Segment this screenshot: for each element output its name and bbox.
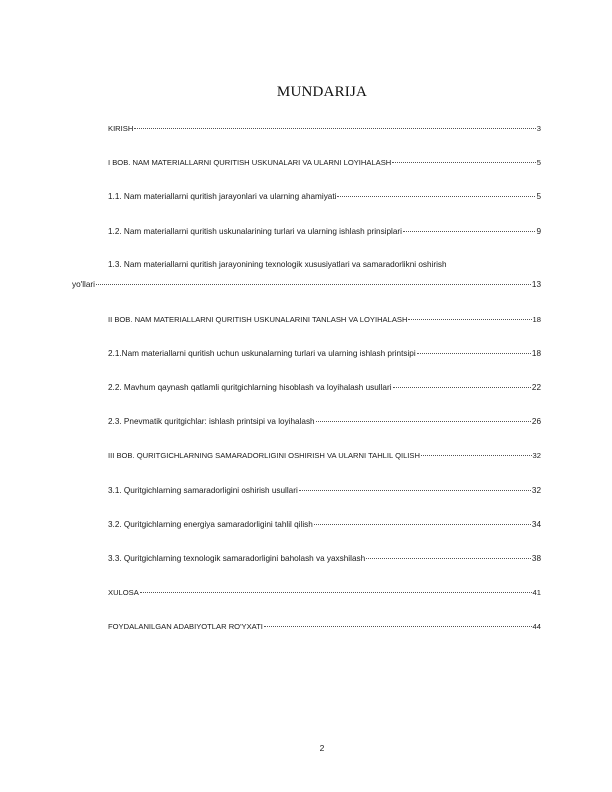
dot-leader — [417, 353, 531, 354]
toc-title: MUNDARIJA — [276, 84, 368, 100]
toc-entry-page: 5 — [536, 158, 541, 167]
dot-leader — [408, 319, 531, 320]
toc-entry-page: 38 — [531, 554, 541, 563]
dot-leader — [140, 592, 532, 593]
toc-entry-1-2[interactable] — [108, 227, 541, 236]
toc-entry-label: FOYDALANILGAN ADABIYOTLAR RO'YXATI — [108, 622, 263, 631]
toc-entry-label: 2.2. Mavhum qaynash qatlamli quritgichlarning hisoblash va loyihalash usullari — [108, 383, 392, 392]
toc-entry-2-2[interactable] — [108, 383, 541, 392]
dot-leader — [96, 284, 531, 285]
toc-entry-page: 18 — [531, 349, 541, 358]
toc-entry-chapter-1[interactable] — [108, 158, 541, 167]
toc-entry-label: yo'llari — [72, 280, 95, 289]
toc-entry-page: 5 — [536, 192, 541, 201]
dot-leader — [421, 455, 532, 456]
toc-entry-page: 18 — [532, 315, 541, 324]
toc-entry-label: II BOB. NAM MATERIALLARNI QURITISH USKUNALARINI TANLASH VA LOYIHALASH — [108, 315, 408, 324]
dot-leader — [299, 490, 531, 491]
dot-leader — [316, 421, 531, 422]
toc-entry-page: 3 — [536, 124, 541, 133]
toc-entry-label: I BOB. NAM MATERIALLARNI QURITISH USKUNALARI VA ULARNI LOYIHALASH — [108, 158, 392, 167]
dot-leader — [314, 524, 531, 525]
dot-leader — [134, 128, 535, 129]
toc-entry-page: 32 — [531, 486, 541, 495]
toc-entry-page: 41 — [532, 588, 541, 597]
toc-entry-page: 22 — [531, 383, 541, 392]
toc-entry-label: 3.3. Quritgichlarning texnologik samaradorligini baholash va yaxshilash — [108, 554, 366, 563]
toc-entry-chapter-2[interactable] — [108, 315, 541, 324]
toc-entry-label: 1.2. Nam materiallarni quritish uskunalarining turlari va ularning ishlash prinsiplari — [108, 227, 402, 236]
toc-entry-2-3[interactable] — [108, 417, 541, 426]
toc-entry-1-1[interactable] — [108, 192, 541, 201]
toc-entry-xulosa[interactable] — [108, 588, 541, 597]
toc-entry-3-1[interactable] — [108, 486, 541, 495]
dot-leader — [403, 231, 535, 232]
toc-entry-label: KIRISH — [108, 124, 134, 133]
toc-entry-references[interactable] — [108, 622, 541, 631]
toc-entry-1-3-line1[interactable]: 1.3. Nam materiallarni quritish jarayonining texnologik xususiyatlari va samaradorlikni oshirish — [108, 260, 447, 269]
dot-leader — [366, 558, 531, 559]
toc-entry-page: 34 — [531, 520, 541, 529]
toc-entry-page: 9 — [536, 227, 541, 236]
toc-entry-kirish[interactable] — [108, 124, 541, 133]
toc-entry-page: 32 — [532, 451, 541, 460]
dot-leader — [393, 387, 531, 388]
toc-entry-label: III BOB. QURITGICHLARNING SAMARADORLIGINI OSHIRISH VA ULARNI TAHLIL QILISH — [108, 451, 420, 460]
toc-entry-label: XULOSA — [108, 588, 139, 597]
page-number: 2 — [319, 743, 325, 753]
dot-leader — [337, 196, 535, 197]
toc-entry-label: 2.1.Nam materiallarni quritish uchun uskunalarning turlari va ularning ishlash printsipi — [108, 349, 416, 358]
toc-entry-page: 13 — [531, 280, 541, 289]
toc-entry-1-3-line2[interactable] — [72, 280, 541, 289]
toc-entry-chapter-3[interactable] — [108, 451, 541, 460]
toc-entry-page: 44 — [532, 622, 541, 631]
toc-entry-label: 2.3. Pnevmatik quritgichlar: ishlash printsipi va loyihalash — [108, 417, 315, 426]
toc-entry-label: 3.1. Quritgichlarning samaradorligini oshirish usullari — [108, 486, 298, 495]
dot-leader — [264, 626, 532, 627]
toc-entry-label: 3.2. Quritgichlarning energiya samaradorligini tahlil qilish — [108, 520, 313, 529]
toc-entry-page: 26 — [531, 417, 541, 426]
toc-entry-2-1[interactable] — [108, 349, 541, 358]
dot-leader — [392, 162, 535, 163]
toc-entry-label: 1.1. Nam materiallarni quritish jarayonlari va ularning ahamiyati — [108, 192, 337, 201]
toc-entry-3-3[interactable] — [108, 554, 541, 563]
toc-entry-3-2[interactable] — [108, 520, 541, 529]
